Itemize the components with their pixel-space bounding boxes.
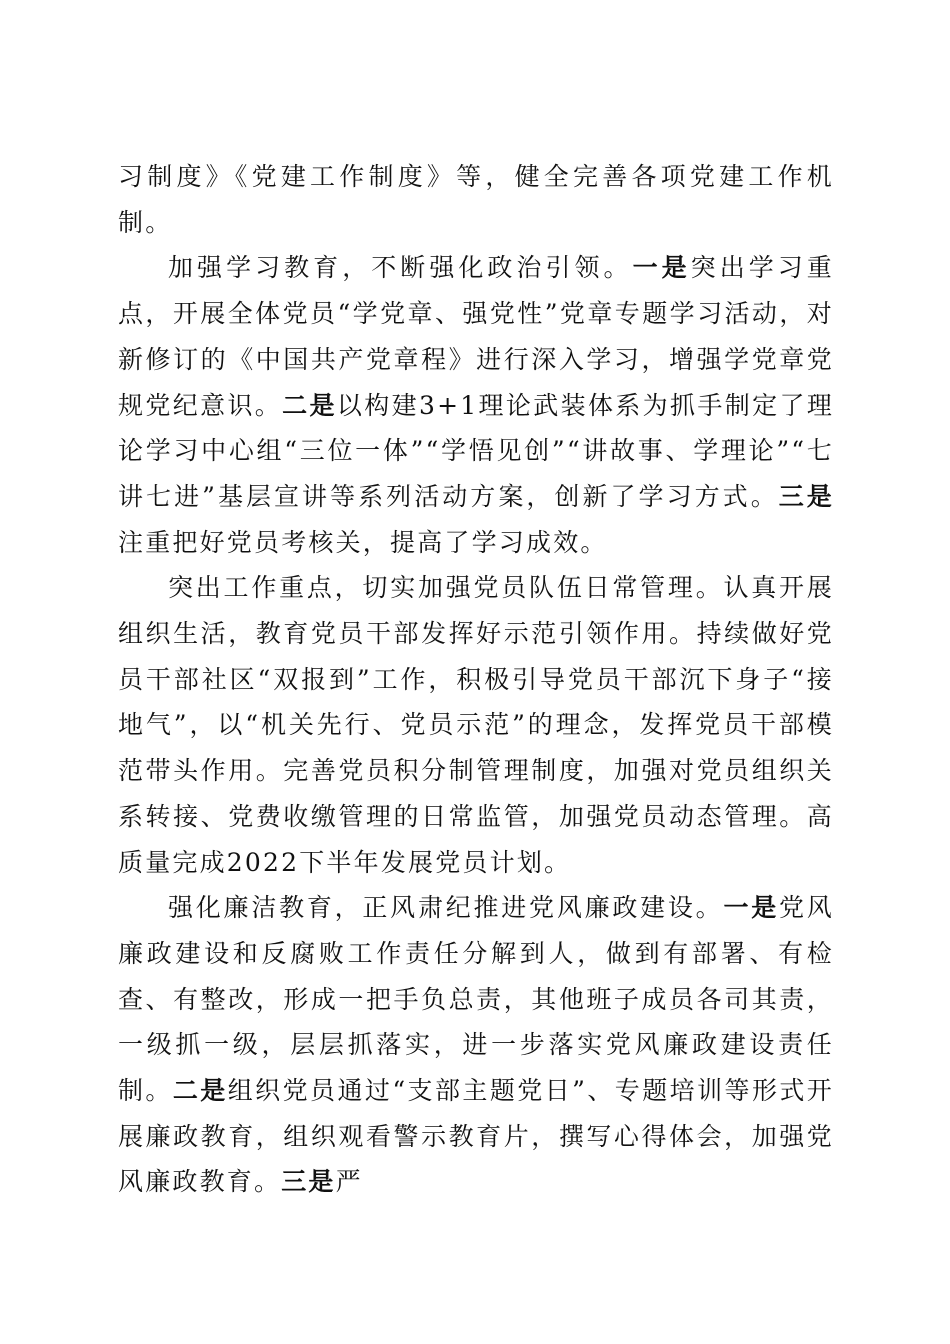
paragraph-integrity-education <box>118 885 834 1205</box>
text-segment: 党风廉政建设和反腐败工作责任分解到人，做到有部署、有检查、有整改，形成一把手负总责，其他班子成员各司其责，一级抓一级，层层抓落实，进一步落实党风廉政建设责任制。 <box>118 893 834 1106</box>
text-segment: 强化廉洁教育，正风肃纪推进党风廉政建设。 <box>168 893 724 923</box>
bold-marker: 一是 <box>723 893 780 923</box>
bold-marker: 二是 <box>172 1076 228 1106</box>
text-segment: 突出工作重点，切实加强党员队伍日常管理。认真开展组织生活，教育党员干部发挥好示范引领作用。持续做好党员干部社区“双报到”工作，积极引导党员干部沉下身子“接地气”，以“机关先行、党员示范”的理念，发挥党员干部模范带头作用。完善党员积分制管理制度，加强对党员组织关系转接、党费收缴管理的日常监管，加强党员动态管理。高质量完成2022下半年发展党员计划。 <box>118 573 834 877</box>
text-segment: 突出学习重点，开展全体党员“学党章、强党性”党章专题学习活动，对新修订的《中国共产党章程》进行深入学习，增强学党章党规党纪意识。 <box>118 253 834 420</box>
text-segment: 注重把好党员考核关，提高了学习成效。 <box>118 527 608 557</box>
bold-marker: 一是 <box>632 253 691 283</box>
text-segment: 以构建3+1理论武装体系为抓手制定了理论学习中心组“三位一体”“学悟见创”“讲故事、学理论”“七讲七进”基层宣讲等系列活动方案，创新了学习方式。 <box>118 390 835 511</box>
text-segment: 加强学习教育，不断强化政治引领。 <box>168 253 633 283</box>
bold-marker: 三是 <box>778 481 834 511</box>
text-segment: 严 <box>335 1167 363 1197</box>
bold-marker: 三是 <box>281 1167 336 1197</box>
text-segment: 组织党员通过“支部主题党日”、专题培训等形式开展廉政教育，组织观看警示教育片，撰写心得体会，加强党风廉政教育。 <box>118 1076 835 1197</box>
document-body <box>118 154 834 1205</box>
paragraph-member-management <box>118 565 834 885</box>
paragraph-continuation <box>118 154 834 245</box>
text-segment: 习制度》《党建工作制度》等，健全完善各项党建工作机制。 <box>118 162 834 237</box>
bold-marker: 二是 <box>282 390 337 420</box>
paragraph-study-education <box>118 245 834 565</box>
